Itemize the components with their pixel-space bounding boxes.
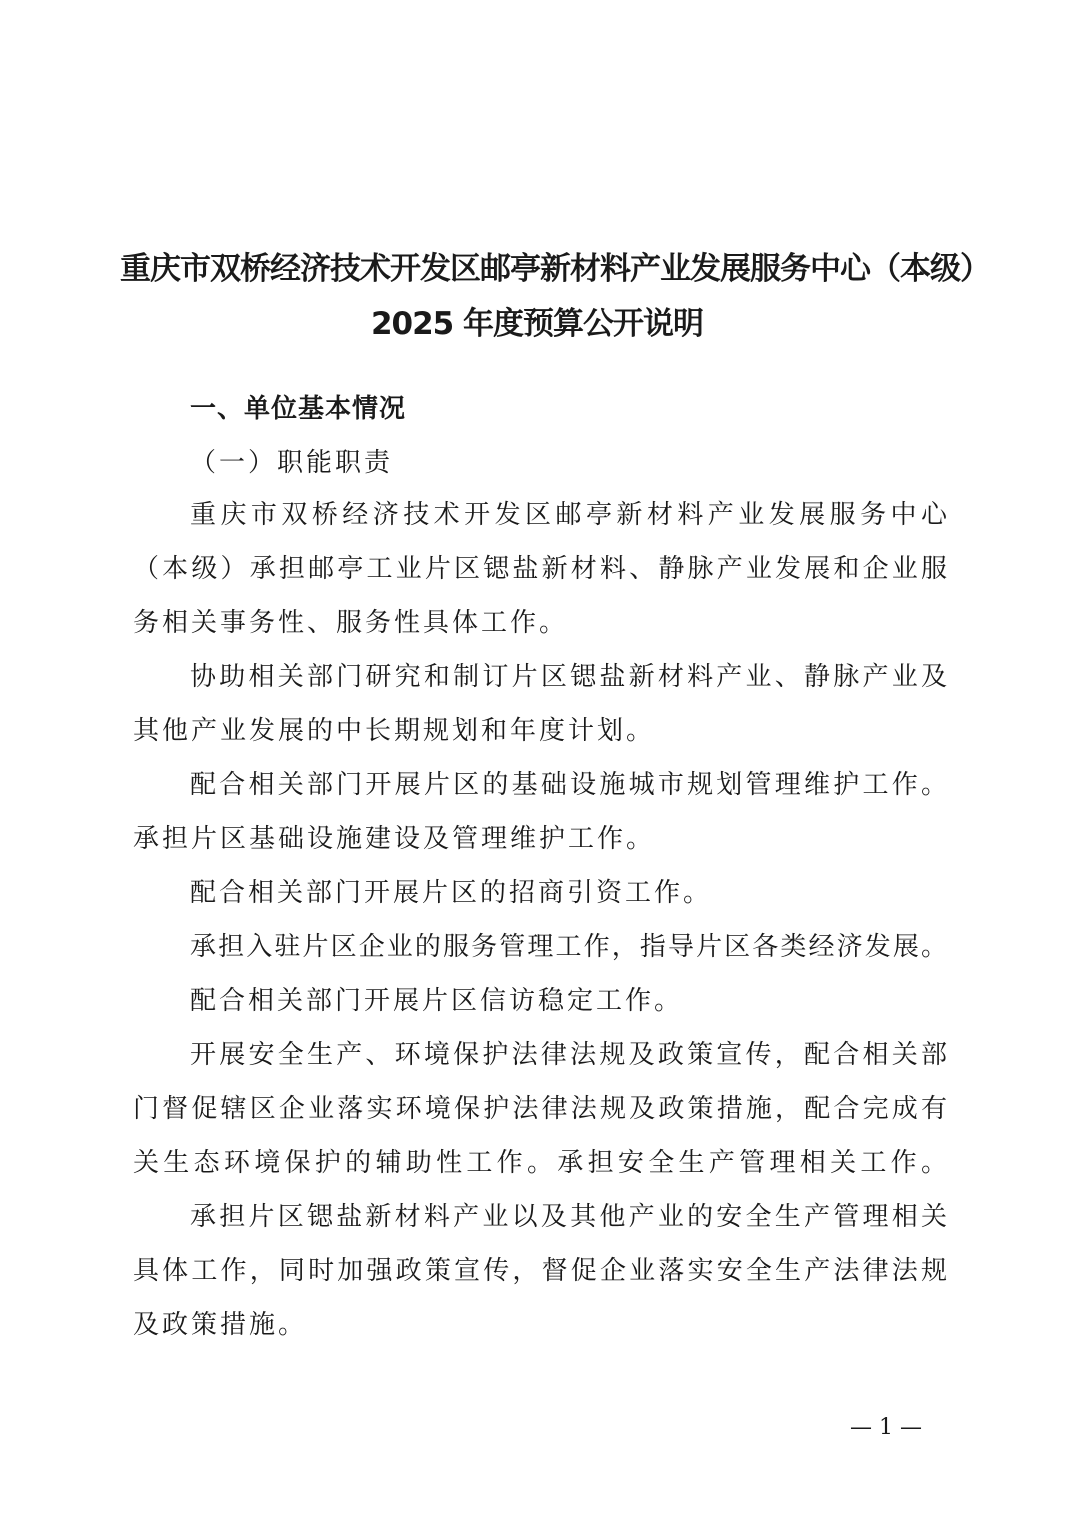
paragraph-line: 承担入驻片区企业的服务管理工作，指导片区各类经济发展。 [190,932,947,962]
paragraph-line: 承担片区基础设施建设及管理维护工作。 [133,824,656,854]
subsection-heading: （一）职能职责 [190,448,394,478]
paragraph-line: 及政策措施。 [133,1310,308,1340]
paragraph-line: 承担片区锶盐新材料产业以及其他产业的安全生产管理相关 [190,1202,947,1232]
paragraph-line: 重庆市双桥经济技术开发区邮亭新材料产业发展服务中心 [190,500,947,530]
paragraph-line: 配合相关部门开展片区的招商引资工作。 [190,878,713,908]
paragraph-line: 务相关事务性、服务性具体工作。 [133,608,569,638]
paragraph-line: 具体工作，同时加强政策宣传，督促企业落实安全生产法律法规 [133,1256,947,1286]
paragraph-line: 协助相关部门研究和制订片区锶盐新材料产业、静脉产业及 [190,662,947,692]
section-heading: 一、单位基本情况 [190,394,407,424]
paragraph-line: （本级）承担邮亭工业片区锶盐新材料、静脉产业发展和企业服 [133,554,947,584]
document-title-line-1: 重庆市双桥经济技术开发区邮亭新材料产业发展服务中心（本级） [120,251,990,287]
paragraph-line: 配合相关部门开展片区的基础设施城市规划管理维护工作。 [190,770,947,800]
paragraph-line: 其他产业发展的中长期规划和年度计划。 [133,716,656,746]
paragraph-line: 配合相关部门开展片区信访稳定工作。 [190,986,684,1016]
paragraph-line: 门督促辖区企业落实环境保护法律法规及政策措施，配合完成有 [133,1094,947,1124]
paragraph-line: 开展安全生产、环境保护法律法规及政策宣传，配合相关部 [190,1040,947,1070]
page-number: — 1 — [850,1415,922,1440]
paragraph-line: 关生态环境保护的辅助性工作。承担安全生产管理相关工作。 [133,1148,947,1178]
document-title-line-2: 2025 年度预算公开说明 [370,306,704,342]
